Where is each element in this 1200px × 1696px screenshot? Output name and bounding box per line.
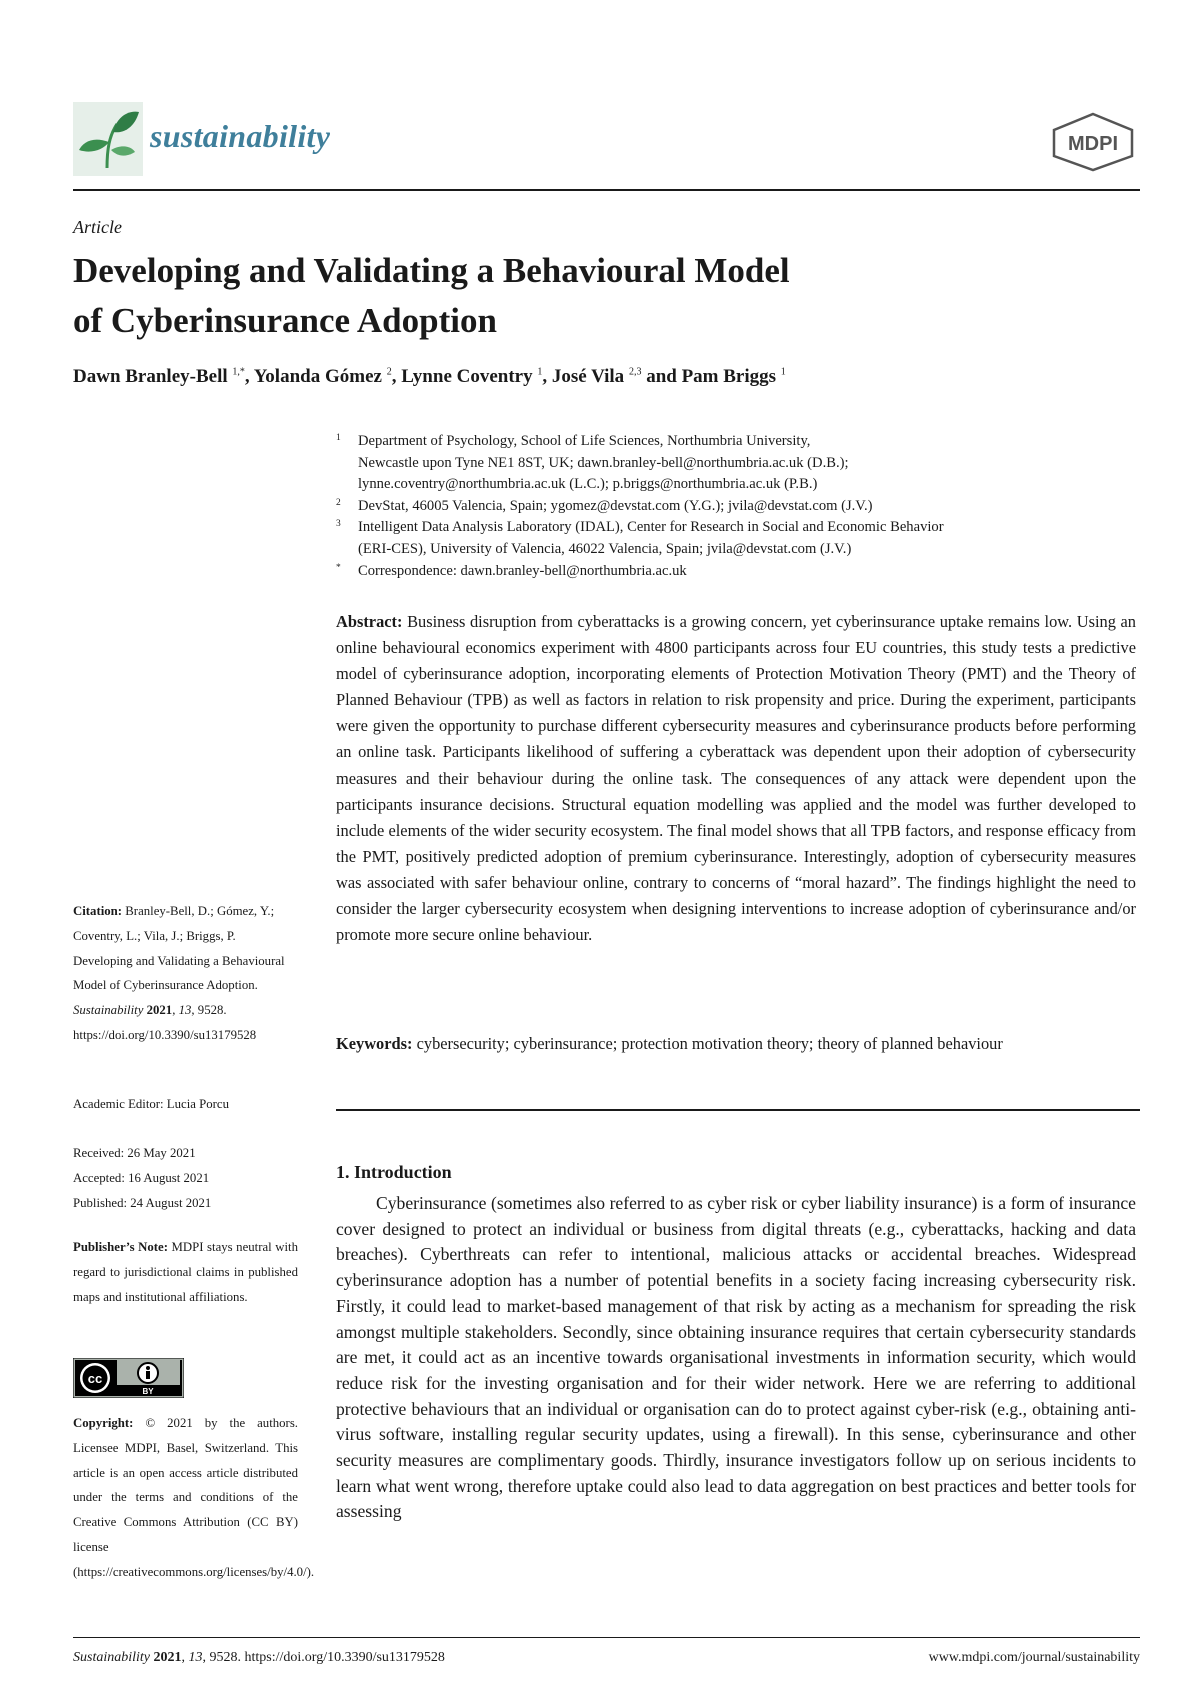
- section-rule: [336, 1109, 1140, 1111]
- abstract-label: Abstract:: [336, 612, 403, 631]
- article-title: [73, 246, 973, 346]
- author-affiliation-marker: 1: [537, 366, 543, 378]
- author-affiliation-marker: 2,3: [628, 366, 642, 378]
- affiliation-line: Department of Psychology, School of Life Sciences, Northumbria University,: [358, 433, 811, 449]
- author-separator: and: [641, 366, 682, 387]
- publisher-note-label: Publisher’s Note:: [73, 1240, 168, 1254]
- publisher-name: MDPI: [1068, 133, 1118, 155]
- citation-doi-link[interactable]: https://doi.org/10.3390/su13179528: [73, 1027, 257, 1042]
- title-line-1: Developing and Validating a Behavioural Model: [73, 251, 790, 290]
- abstract: [336, 609, 1136, 948]
- footer-rule: [73, 1637, 1140, 1638]
- introduction-paragraph: Cyberinsurance (sometimes also referred to as cyber risk or cyber liability insurance) is a form of insurance cover designed to protect an individual or business from digital threats (e.g., cyberattacks, hacking and data breaches). Cyberthreats can refer to intentional, malicious attacks or accidental breaches. Widespread cyberinsurance adoption has a number of potential benefits in a society facing increasing cybersecurity risk. Firstly, it could lead to market-based management of that risk by acting as a mechanism for spreading the risk amongst multiple stakeholders. Secondly, since obtaining insurance requires that certain cybersecurity standards are met, it could act as an incentive towards organisational investments in information security, which would reduce risk for the investing organisation and for their wider network. Here we are referring to additional protective behaviours that an individual or organisation can do to protect against cyber-risk (e.g., obtaining anti-virus software, installing regular security updates, using a firewall). In this sense, cyberinsurance and other security measures are complimentary goods. Thirdly, insurance investigators follow up on serious incidents to learn what went wrong, therefore uptake could also lead to data aggregation on best practices and better tools for assessing: [336, 1193, 1136, 1522]
- publisher-note: [73, 1235, 298, 1309]
- citation-volume: 13: [178, 1003, 192, 1018]
- cc-badge-label: BY: [142, 1387, 154, 1396]
- affiliation-item: [336, 496, 1136, 518]
- author-affiliation-marker: 1: [780, 366, 786, 378]
- affiliation-line: Intelligent Data Analysis Laboratory (IDAL), Center for Research in Social and Economic Behavior: [358, 519, 944, 536]
- copyright-notice: [73, 1411, 315, 1585]
- section-heading: 1. Introduction: [336, 1162, 452, 1182]
- article-type: Article: [73, 217, 122, 237]
- header-rule: [73, 189, 1140, 191]
- mdpi-logo-icon: [1050, 112, 1136, 172]
- svg-text:cc: cc: [87, 1371, 103, 1386]
- author-separator: ,: [391, 366, 402, 387]
- journal-name: sustainability: [150, 118, 331, 154]
- author-affiliation-marker: 1,*: [232, 366, 245, 378]
- keywords-text: cybersecurity; cyberinsurance; protection motivation theory; theory of planned behaviour: [416, 1034, 1003, 1053]
- copyright-text: © 2021 by the authors. Licensee MDPI, Basel, Switzerland. This article is an open access article distributed under the terms and conditions of the Creative Commons Attribution (CC BY) license (https://creativecommons.org/licenses/by/4.0/).: [73, 1416, 315, 1579]
- author-list: [73, 366, 786, 388]
- affiliation-line: Correspondence: dawn.branley-bell@northumbria.ac.uk: [358, 562, 687, 579]
- author-name: José Vila $^{2,3}$: [551, 366, 642, 387]
- citation-label: Citation:: [73, 904, 123, 918]
- footer-citation: Sustainability 2021, 13, 9528. https://doi.org/10.3390/su13179528: [73, 1650, 445, 1665]
- title-line-2: of Cyberinsurance Adoption: [73, 301, 497, 340]
- footer-volume: 13: [188, 1650, 203, 1665]
- citation-year: 2021: [146, 1003, 173, 1018]
- footer-journal: Sustainability: [73, 1650, 150, 1665]
- affiliation-item: [336, 561, 1136, 583]
- academic-editor: Academic Editor: Lucia Porcu: [73, 1097, 229, 1111]
- author-name: Pam Briggs $^1$: [681, 366, 786, 387]
- affiliation-line: lynne.coventry@northumbria.ac.uk (L.C.); p.briggs@northumbria.ac.uk (P.B.): [358, 476, 818, 493]
- footer-doi: , 9528. https://doi.org/10.3390/su13179528: [202, 1650, 445, 1665]
- citation-text: Branley-Bell, D.; Gómez, Y.; Coventry, L.; Vila, J.; Briggs, P. Developing and Validating a Behavioural Model of Cyberinsurance Adoption.: [73, 904, 285, 993]
- published-date: Published: 24 August 2021: [73, 1195, 212, 1210]
- author-name: Dawn Branley-Bell $^{1,*}$: [73, 366, 245, 387]
- citation-pages: , 9528.: [191, 1003, 227, 1018]
- affiliation-number: *: [336, 562, 341, 573]
- affiliations: [336, 431, 1136, 582]
- author-affiliation-marker: 2: [386, 366, 392, 378]
- affiliation-number: 3: [336, 519, 341, 530]
- received-date: Received: 26 May 2021: [73, 1146, 196, 1160]
- affiliation-number: 1: [336, 433, 341, 443]
- footer-year: 2021: [153, 1650, 182, 1665]
- keywords: [336, 1031, 1136, 1057]
- publication-dates: [73, 1141, 298, 1215]
- footer-journal-url[interactable]: www.mdpi.com/journal/sustainability: [928, 1650, 1140, 1665]
- journal-logo-icon: [73, 102, 143, 176]
- affiliation-number: 2: [336, 497, 341, 508]
- affiliation-line: Newcastle upon Tyne NE1 8ST, UK; dawn.branley-bell@northumbria.ac.uk (D.B.);: [358, 454, 849, 471]
- keywords-label: Keywords:: [336, 1034, 413, 1053]
- author-name: Lynne Coventry $^1$: [401, 366, 543, 387]
- author-name: Yolanda Gómez $^2$: [253, 366, 392, 387]
- copyright-label: Copyright:: [73, 1416, 134, 1430]
- author-separator: ,: [244, 366, 254, 387]
- affiliation-item: [336, 517, 1136, 560]
- author-separator: ,: [542, 366, 552, 387]
- citation-block: Citation: Branley-Bell, D.; Gómez, Y.; Coventry, L.; Vila, J.; Briggs, P. Developing and Validating a Behavioural Model of Cyberinsurance Adoption. Sustainability 2021, 13, 9528. https://doi.org/10.3390/su13179528: [73, 904, 285, 1042]
- introduction-body: [336, 1191, 1136, 1525]
- accepted-date: Accepted: 16 August 2021: [73, 1170, 210, 1185]
- abstract-text: Business disruption from cyberattacks is a growing concern, yet cyberinsurance uptake remains low. Using an online behavioural economics experiment with 4800 participants across four EU countries, this study tests a predictive model of cyberinsurance adoption, incorporating elements of Protection Motivation Theory (PMT) and the Theory of Planned Behaviour (TPB) as well as factors in relation to risk propensity and price. During the experiment, participants were given the opportunity to purchase different cybersecurity measures and cyberinsurance products before performing an online task. Participants likelihood of suffering a cyberattack was dependent upon their adoption of cybersecurity measures and their behaviour during the online task. The consequences of any attack were dependent upon the participants insurance decisions. Structural equation modelling was applied and the model was further developed to include elements of the wider security ecosystem. The final model shows that all TPB factors, and response efficacy from the PMT, positively predicted adoption of premium cyberinsurance. Interestingly, adoption of cybersecurity measures was associated with safer behaviour online, contrary to concerns of “moral hazard”. The findings highlight the need to consider the larger cybersecurity ecosystem when designing interventions to increase adoption of cyberinsurance and/or promote more secure online behaviour.: [336, 612, 1137, 945]
- publisher-note-text: MDPI stays neutral with regard to jurisdictional claims in published maps and institutional affiliations.: [73, 1240, 298, 1304]
- cc-by-license-icon[interactable]: [73, 1358, 184, 1398]
- affiliation-item: [336, 431, 1136, 496]
- affiliation-line: DevStat, 46005 Valencia, Spain; ygomez@devstat.com (Y.G.); jvila@devstat.com (J.V.): [358, 497, 873, 514]
- affiliation-line: (ERI-CES), University of Valencia, 46022 Valencia, Spain; jvila@devstat.com (J.V.): [358, 540, 852, 557]
- citation-journal: Sustainability: [73, 1003, 144, 1018]
